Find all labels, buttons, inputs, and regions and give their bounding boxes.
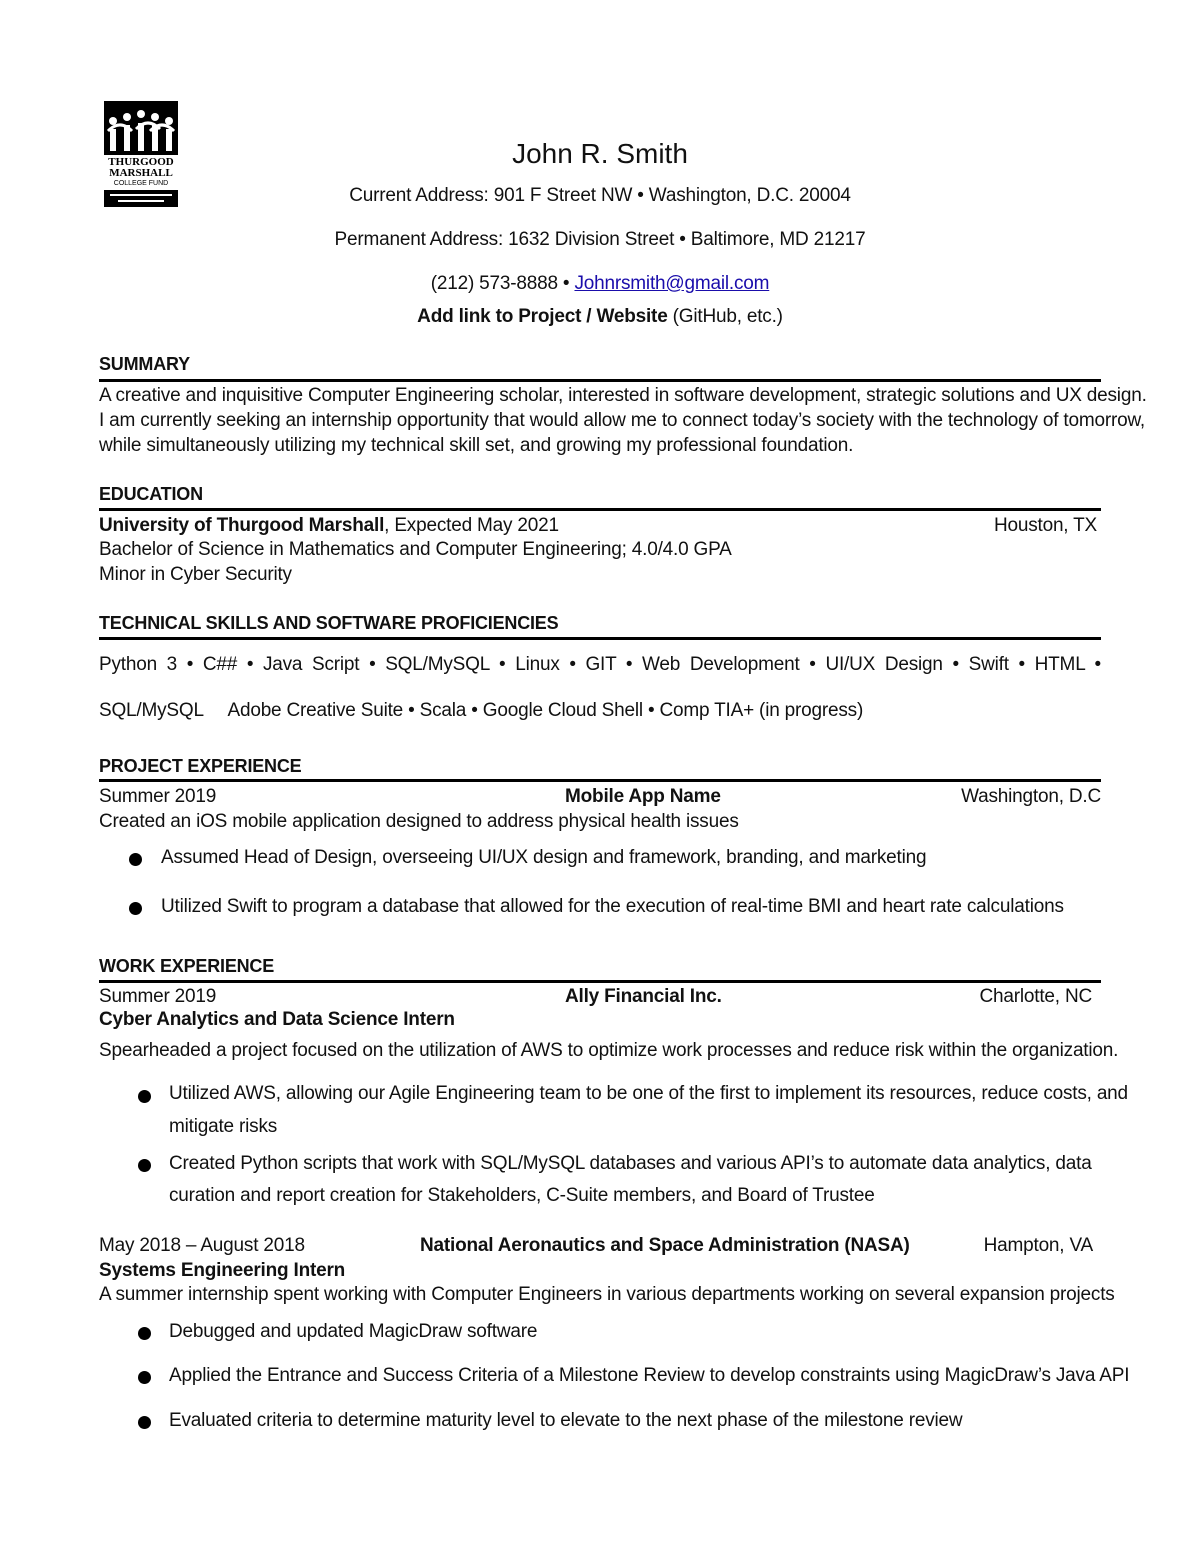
job2-bullet-1: Debugged and updated MagicDraw software: [169, 1321, 538, 1342]
education-heading: EDUCATION: [99, 484, 203, 504]
logo-line2: MARSHALL: [109, 167, 173, 179]
job1-title: Cyber Analytics and Data Science Intern: [99, 1009, 455, 1030]
job2-bullet-3: Evaluated criteria to determine maturity level to elevate to the next phase of the milestone review: [169, 1410, 963, 1431]
job1-company: Ally Financial Inc.: [565, 986, 722, 1007]
job2-date: May 2018 – August 2018: [99, 1235, 305, 1256]
contact-line: [0, 272, 1200, 296]
job1-bullet-2a: Created Python scripts that work with SQL/MySQL databases and various API’s to automate data analytics, data: [169, 1153, 1092, 1174]
project-bullet-2: Utilized Swift to program a database that allowed for the execution of real-time BMI and heart rate calculations: [161, 896, 1064, 917]
logo-line3: COLLEGE FUND: [113, 180, 169, 187]
job2-company: National Aeronautics and Space Administration (NASA): [420, 1235, 910, 1256]
project-link-label[interactable]: Add link to Project / Website: [417, 306, 668, 327]
project-location: Washington, D.C: [961, 786, 1101, 807]
school-location: Houston, TX: [993, 515, 1097, 536]
job2-location: Hampton, VA: [983, 1235, 1093, 1256]
project-divider: [99, 779, 1101, 782]
phone-number: (212) 573-8888 •: [430, 273, 575, 294]
current-address: Current Address: 901 F Street NW • Washington, D.C. 20004: [349, 185, 851, 206]
logo-line1: THURGOOD: [108, 156, 174, 168]
bullet-icon: [138, 1371, 151, 1384]
project-bullet-1: Assumed Head of Design, overseeing UI/UX design and framework, branding, and marketing: [161, 847, 927, 868]
work-heading: WORK EXPERIENCE: [99, 956, 275, 976]
skills-divider: [99, 637, 1101, 640]
project-name: Mobile App Name: [565, 786, 721, 807]
education-divider: [99, 508, 1101, 511]
summary-divider: [99, 379, 1101, 382]
job2-title: Systems Engineering Intern: [99, 1260, 346, 1281]
bullet-icon: [129, 902, 142, 915]
job2-bullet-2: Applied the Entrance and Success Criteria of a Milestone Review to develop constraints using MagicDraw’s Java API: [169, 1365, 1130, 1386]
skills-line-2: SQL/MySQL Adobe Creative Suite • Scala • Google Cloud Shell • Comp TIA+ (in progress): [99, 700, 864, 721]
minor: Minor in Cyber Security: [99, 564, 292, 585]
email-link[interactable]: Johnrsmith@gmail.com: [574, 273, 770, 294]
skills-heading: TECHNICAL SKILLS AND SOFTWARE PROFICIENCIES: [99, 613, 559, 633]
bullet-icon: [138, 1327, 151, 1340]
job1-bullet-1a: Utilized AWS, allowing our Agile Engineering team to be one of the first to implement its resources, reduce costs, and: [169, 1083, 1128, 1104]
summary-line-1: A creative and inquisitive Computer Engineering scholar, interested in software development, strategic solutions and UX design.: [99, 385, 1147, 406]
project-date: Summer 2019: [99, 786, 217, 807]
project-link-note: (GitHub, etc.): [667, 306, 783, 327]
project-link-line: [0, 305, 1200, 329]
summary-line-2: I am currently seeking an internship opportunity that would allow me to connect today’s society with the technology of tomorrow,: [99, 410, 1146, 431]
degree: Bachelor of Science in Mathematics and Computer Engineering; 4.0/4.0 GPA: [99, 539, 732, 560]
bullet-icon: [129, 853, 142, 866]
education-school-line: [99, 514, 559, 538]
work-divider: [99, 980, 1101, 983]
job1-date: Summer 2019: [99, 986, 217, 1007]
job1-bullet-1b: mitigate risks: [169, 1116, 278, 1137]
bullet-icon: [138, 1159, 151, 1172]
job1-location: Charlotte, NC: [979, 986, 1092, 1007]
bullet-icon: [138, 1090, 151, 1103]
project-description: Created an iOS mobile application designed to address physical health issues: [99, 811, 739, 832]
summary-heading: SUMMARY: [99, 354, 190, 374]
candidate-name: John R. Smith: [512, 138, 688, 169]
job1-bullet-2b: curation and report creation for Stakeholders, C-Suite members, and Board of Trustee: [169, 1185, 875, 1206]
permanent-address: Permanent Address: 1632 Division Street • Baltimore, MD 21217: [334, 229, 866, 250]
summary-line-3: while simultaneously utilizing my technical skill set, and growing my professional foundation.: [99, 435, 854, 456]
school-name: University of Thurgood Marshall: [99, 515, 385, 536]
skills-line-1: Python 3 • C## • Java Script • SQL/MySQL • Linux • GIT • Web Development • UI/UX Design • Swift • HTML •: [99, 654, 1101, 675]
graduation-date: , Expected May 2021: [384, 515, 559, 536]
bullet-icon: [138, 1416, 151, 1429]
job2-description: A summer internship spent working with Computer Engineers in various departments working on several expansion projects: [99, 1284, 1115, 1305]
job1-description: Spearheaded a project focused on the utilization of AWS to optimize work processes and reduce risk within the organization.: [99, 1040, 1119, 1061]
project-heading: PROJECT EXPERIENCE: [99, 756, 302, 776]
